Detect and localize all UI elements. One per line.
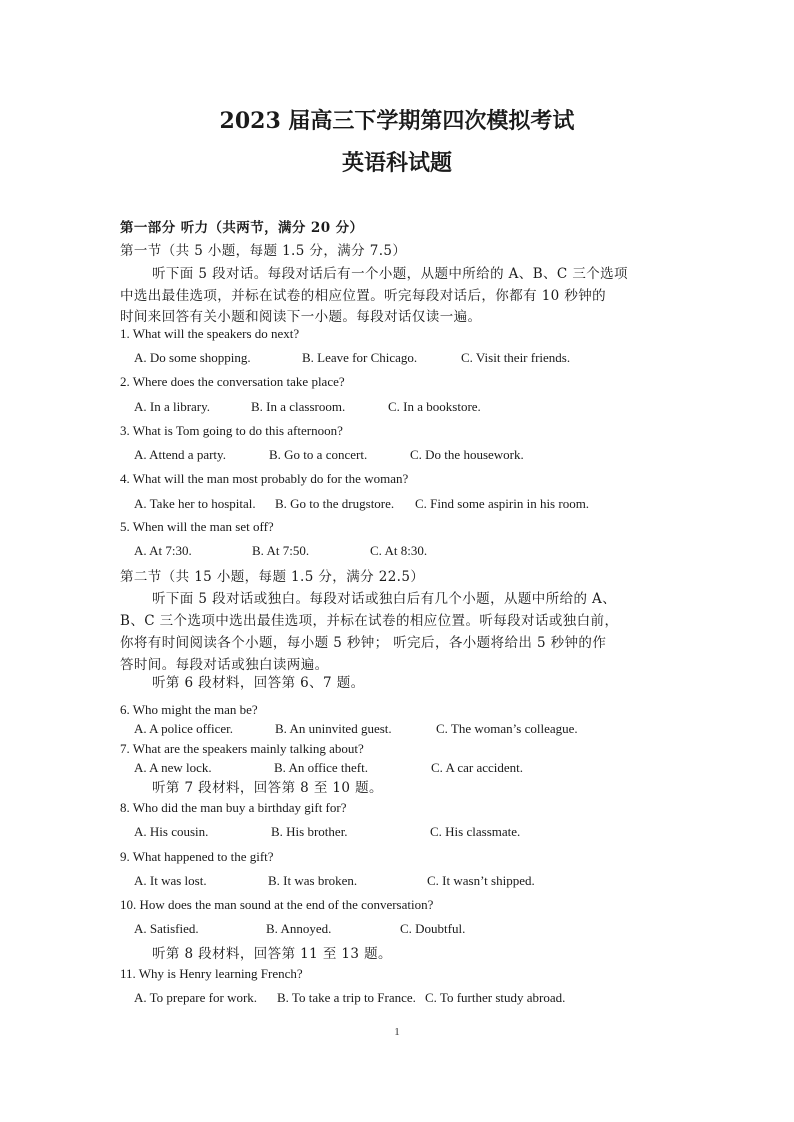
question-4: 4. What will the man most probably do for the woman? bbox=[120, 471, 409, 486]
question-10: 10. How does the man sound at the end of the conversation? bbox=[120, 897, 434, 912]
section1-instruction-line: 时间来回答有关小题和阅读下一小题。每段对话仅读一遍。 bbox=[120, 309, 482, 325]
option-a: A. In a library. bbox=[134, 399, 211, 414]
exam-title: 2023 届高三下学期第四次模拟考试 bbox=[219, 108, 575, 134]
material-6-instruction: 听第 6 段材料，回答第 6、7 题。 bbox=[152, 675, 365, 691]
question-9: 9. What happened to the gift? bbox=[120, 849, 274, 864]
question-7: 7. What are the speakers mainly talking about? bbox=[120, 741, 364, 756]
section2-instruction-line: 你将有时间阅读各个小题，每小题 5 秒钟； 听完后，各小题将给出 5 秒钟的作 bbox=[120, 635, 607, 651]
option-a: A. His cousin. bbox=[134, 824, 209, 839]
option-c: C. A car accident. bbox=[431, 760, 524, 775]
option-c: C. Visit their friends. bbox=[461, 350, 571, 365]
section2-heading: 第二节（共 15 小题，每题 1.5 分，满分 22.5） bbox=[120, 569, 425, 585]
section1-instruction-line: 听下面 5 段对话。每段对话后有一个小题，从题中所给的 A、B、C 三个选项 bbox=[152, 266, 628, 282]
option-c: C. The woman’s colleague. bbox=[436, 721, 578, 736]
option-a: A. Do some shopping. bbox=[134, 350, 251, 365]
page-number: 1 bbox=[394, 1026, 400, 1038]
option-c: C. In a bookstore. bbox=[388, 399, 481, 414]
option-a: A. A new lock. bbox=[134, 760, 212, 775]
option-b: B. Leave for Chicago. bbox=[302, 350, 418, 365]
option-a: A. Satisfied. bbox=[134, 921, 199, 936]
question-3: 3. What is Tom going to do this afternoon? bbox=[120, 423, 343, 438]
option-b: B. Annoyed. bbox=[266, 921, 332, 936]
option-a: A. It was lost. bbox=[134, 873, 207, 888]
option-c: C. It wasn’t shipped. bbox=[427, 873, 535, 888]
question-1: 1. What will the speakers do next? bbox=[120, 326, 300, 341]
section2-instruction-line: 听下面 5 段对话或独白。每段对话或独白后有几个小题，从题中所给的 A、 bbox=[152, 591, 617, 607]
section2-instruction-line: B、C 三个选项中选出最佳选项，并标在试卷的相应位置。听每段对话或独白前， bbox=[120, 613, 619, 629]
exam-subtitle: 英语科试题 bbox=[341, 150, 452, 176]
option-a: A. Attend a party. bbox=[134, 447, 226, 462]
option-b: B. Go to the drugstore. bbox=[275, 496, 395, 511]
option-c: C. At 8:30. bbox=[370, 543, 428, 558]
section2-instruction-line: 答时间。每段对话或独白读两遍。 bbox=[120, 657, 329, 673]
option-b: B. It was broken. bbox=[268, 873, 358, 888]
question-2: 2. Where does the conversation take place? bbox=[120, 374, 345, 389]
option-c: C. Do the housework. bbox=[410, 447, 524, 462]
option-c: C. Find some aspirin in his room. bbox=[415, 496, 590, 511]
option-c: C. Doubtful. bbox=[400, 921, 466, 936]
section1-heading: 第一节（共 5 小题，每题 1.5 分，满分 7.5） bbox=[120, 243, 407, 259]
option-c: C. His classmate. bbox=[430, 824, 521, 839]
question-6: 6. Who might the man be? bbox=[120, 702, 258, 717]
question-8: 8. Who did the man buy a birthday gift for? bbox=[120, 800, 347, 815]
material-7-instruction: 听第 7 段材料，回答第 8 至 10 题。 bbox=[152, 780, 383, 796]
question-5: 5. When will the man set off? bbox=[120, 519, 274, 534]
option-a: A. A police officer. bbox=[134, 721, 234, 736]
option-a: A. Take her to hospital. bbox=[134, 496, 256, 511]
option-a: A. To prepare for work. bbox=[134, 990, 258, 1005]
material-8-instruction: 听第 8 段材料，回答第 11 至 13 题。 bbox=[152, 946, 392, 962]
option-b: B. His brother. bbox=[271, 824, 348, 839]
section1-instruction-line: 中选出最佳选项，并标在试卷的相应位置。听完每段对话后，你都有 10 秒钟的 bbox=[120, 288, 607, 304]
option-b: B. In a classroom. bbox=[251, 399, 346, 414]
question-11: 11. Why is Henry learning French? bbox=[120, 966, 303, 981]
option-c: C. To further study abroad. bbox=[425, 990, 566, 1005]
part1-heading: 第一部分 听力（共两节，满分 20 分） bbox=[120, 220, 364, 236]
option-b: B. To take a trip to France. bbox=[277, 990, 416, 1005]
option-b: B. At 7:50. bbox=[252, 543, 310, 558]
option-b: B. An office theft. bbox=[274, 760, 368, 775]
option-a: A. At 7:30. bbox=[134, 543, 192, 558]
option-b: B. An uninvited guest. bbox=[275, 721, 392, 736]
option-b: B. Go to a concert. bbox=[269, 447, 368, 462]
